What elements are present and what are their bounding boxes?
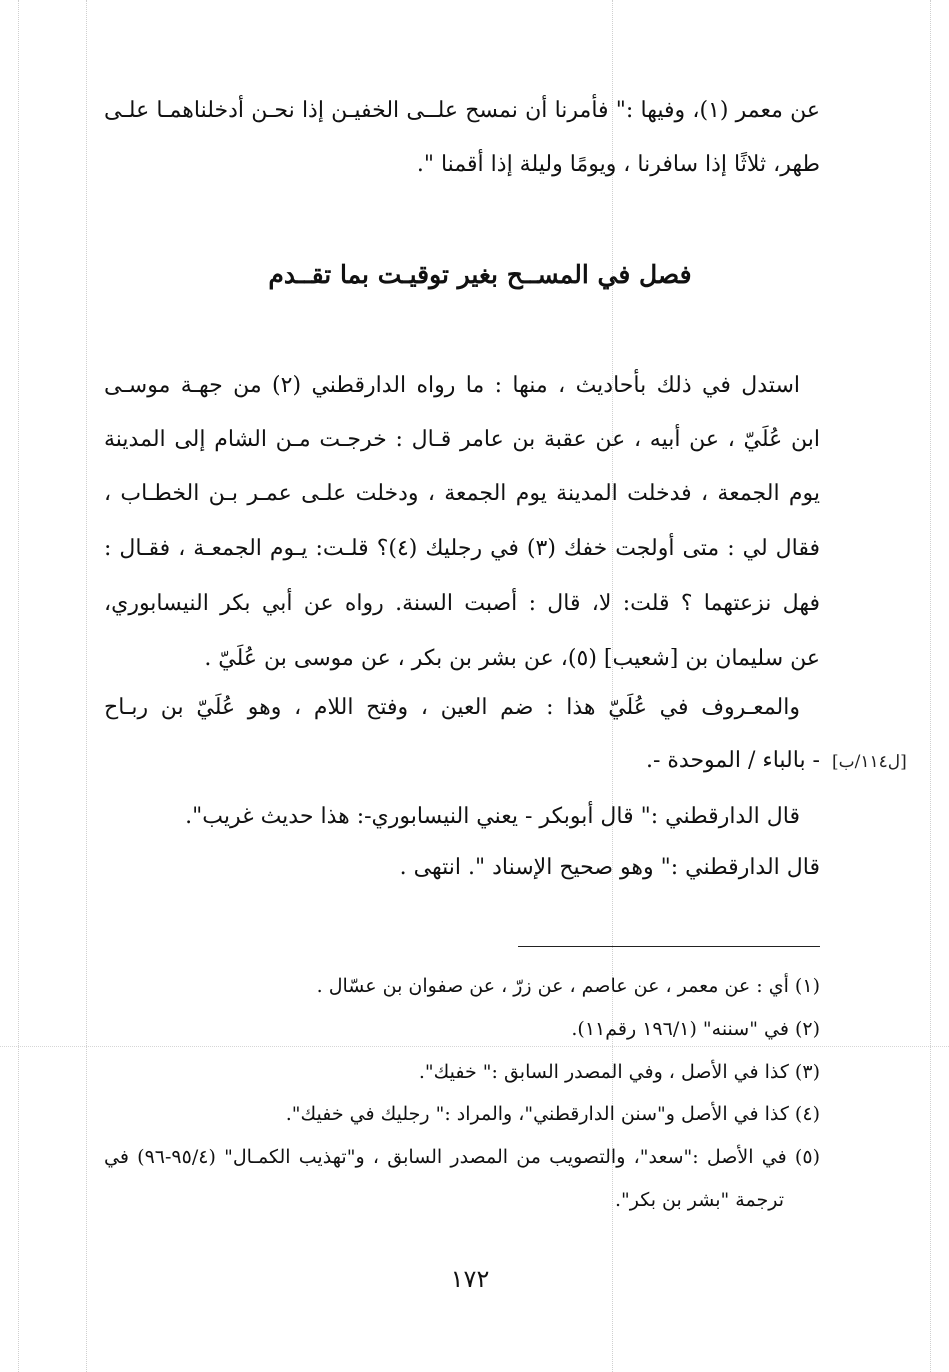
body-line-3: يوم الجمعة ، فدخلت المدينة يوم الجمعة ، ودخلت علـى عمـر بـن الخطـاب ، — [104, 481, 820, 506]
body-line-4: فقال لي : متى أولجت خفك (٣) في رجليك (٤)؟ قلـت: يـوم الجمعـة ، فقـال : — [104, 536, 820, 561]
scan-guide-line — [18, 0, 19, 1372]
top-line-2: طهر، ثلاثًا إذا سافرنا ، ويومًا وليلة إذا أقمنا ". — [416, 152, 820, 177]
page-number: ١٧٢ — [450, 1265, 490, 1293]
footnote-3: (٣) كذا في الأصل ، وفي المصدر السابق :" خفيك". — [418, 1061, 820, 1083]
section-heading: فصل في المســح بغير توقيـت بما تقــدم — [268, 260, 692, 289]
scan-guide-line — [930, 0, 931, 1372]
scan-guide-line — [0, 1046, 949, 1047]
footnote-4: (٤) كذا في الأصل و"سنن الدارقطني"، والمراد :" رجليك في خفيك". — [285, 1103, 820, 1125]
body-line-7: والمعـروف في عُلَيّ هذا : ضم العين ، وفتح اللام ، وهو عُلَيّ بن ربـاح — [104, 695, 800, 720]
footnote-separator — [518, 946, 820, 947]
body-line-5: فهل نزعتهما ؟ قلت: لا، قال : أصبت السنة. رواه عن أبي بكر النيسابوري، — [104, 591, 820, 616]
manuscript-folio-note: [ل١١٤/ب] — [832, 752, 907, 772]
scan-guide-line — [86, 0, 87, 1372]
footnote-5-continuation: ترجمة "بشر بن بكر". — [614, 1189, 784, 1211]
body-line-10: قال الدارقطني :" وهو صحيح الإسناد ". انتهى . — [399, 855, 820, 880]
body-line-6: عن سليمان بن [شعيب] (٥)، عن بشر بن بكر ، عن موسى بن عُلَيّ . — [204, 646, 820, 671]
footnote-1: (١) أي : عن معمر ، عن عاصم ، عن زرّ ، عن صفوان بن عسّال . — [316, 975, 820, 997]
body-line-8: - بالباء / الموحدة -. — [645, 748, 820, 773]
footnote-5: (٥) في الأصل :"سعد"، والتصويب من المصدر السابق ، و"تهذيب الكمـال" (٩٥/٤-٩٦) في — [104, 1146, 820, 1168]
body-line-9: قال الدارقطني :" قال أبوبكر - يعني النيسابوري-: هذا حديث غريب". — [185, 804, 800, 829]
body-line-1: استدل في ذلك بأحاديث ، منها : ما رواه الدارقطني (٢) من جهـة موسـى — [104, 373, 800, 398]
footnote-2: (٢) في "سننه" (١٩٦/١ رقم١١). — [571, 1018, 820, 1040]
body-line-2: ابن عُلَيّ ، عن أبيه ، عن عقبة بن عامر قـال : خرجـت مـن الشام إلى المدينة — [104, 427, 820, 452]
top-line-1: عن معمر (١)، وفيها :" فأمرنا أن نمسح علــى الخفيـن إذا نحـن أدخلناهمـا علـى — [104, 98, 820, 123]
